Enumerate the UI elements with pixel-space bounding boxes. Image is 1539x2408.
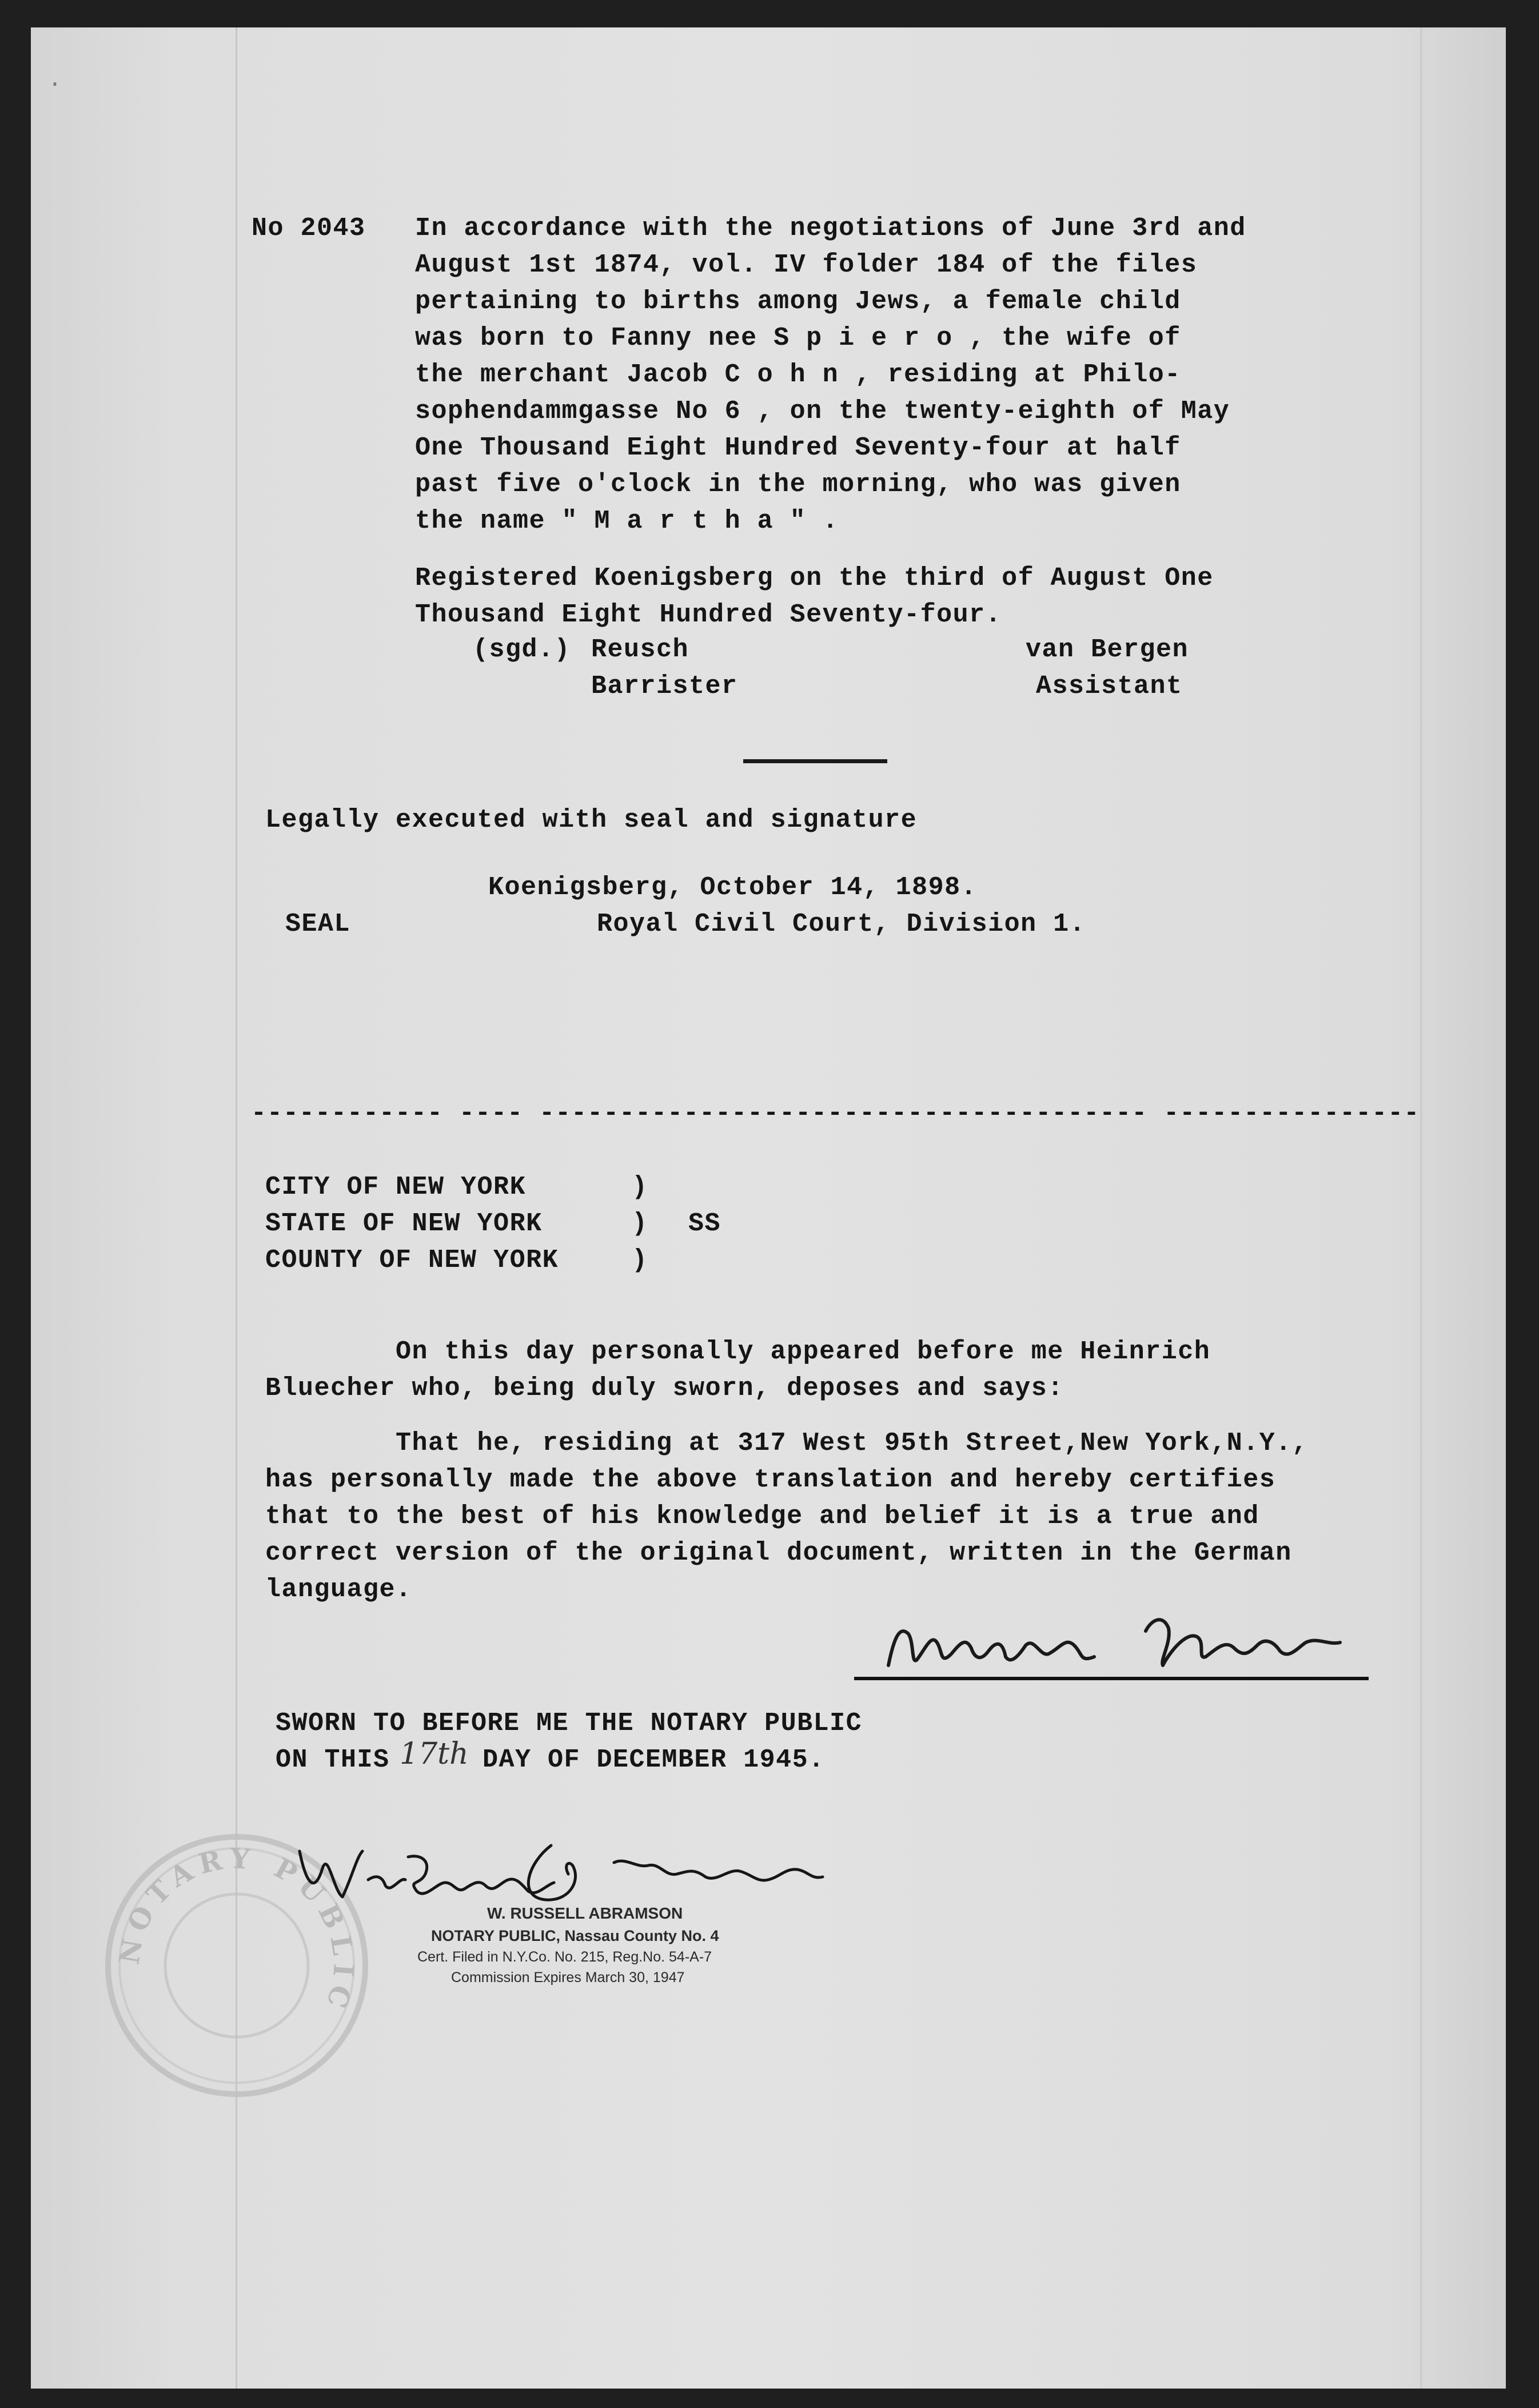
corner-mark: . — [48, 67, 65, 93]
signatory-right-name: van Bergen — [1026, 635, 1189, 664]
seal-label: SEAL — [285, 910, 351, 939]
registered-line: Registered Koenigsberg on the third of August One — [415, 564, 1214, 593]
seal-ring-text: NOTARY PUBLIC — [113, 1842, 360, 2019]
affidavit-line: Bluecher who, being duly sworn, deposes and says: — [265, 1374, 1064, 1403]
affidavit-line: has personally made the above translation and hereby certifies — [265, 1465, 1276, 1494]
venue-state: STATE OF NEW YORK — [265, 1209, 543, 1238]
affiant-signature — [877, 1602, 1369, 1683]
affidavit-line: On this day personally appeared before me Heinrich — [265, 1337, 1211, 1366]
signatory-right-title: Assistant — [1036, 672, 1183, 701]
venue-city: CITY OF NEW YORK — [265, 1173, 527, 1202]
record-line: past five o'clock in the morning, who was given — [415, 470, 1181, 499]
venue-county: COUNTY OF NEW YORK — [265, 1246, 559, 1275]
jurat-line-1: SWORN TO BEFORE ME THE NOTARY PUBLIC — [276, 1709, 863, 1738]
record-line: the name " M a r t h a " . — [415, 507, 839, 536]
sgd-prefix: (sgd.) — [473, 635, 571, 664]
jurat-line-2-prefix: ON THIS — [276, 1745, 390, 1775]
record-line: August 1st 1874, vol. IV folder 184 of the files — [415, 250, 1198, 280]
record-line: One Thousand Eight Hundred Seventy-four at half — [415, 433, 1181, 463]
signature-underline — [854, 1677, 1369, 1680]
affidavit-line: correct version of the original document, written in the German — [265, 1538, 1292, 1568]
notary-stamp-title: NOTARY PUBLIC, Nassau County No. 4 — [431, 1927, 719, 1944]
affidavit-line: language. — [265, 1575, 412, 1604]
record-line: In accordance with the negotiations of June 3rd and — [415, 214, 1246, 243]
court-name: Royal Civil Court, Division 1. — [597, 910, 1086, 939]
record-line: sophendammgasse No 6 , on the twenty-eighth of May — [415, 397, 1230, 426]
section-rule — [743, 759, 887, 763]
signatory-left-name: Reusch — [591, 635, 689, 664]
notary-stamp-name: W. RUSSELL ABRAMSON — [487, 1904, 683, 1922]
notary-stamp-expires: Commission Expires March 30, 1947 — [451, 1970, 685, 1986]
record-line: the merchant Jacob C o h n , residing at Philo- — [415, 360, 1181, 389]
jurat-line-2-suffix: DAY OF DECEMBER 1945. — [483, 1745, 825, 1775]
dashed-separator: ------------ ---- -------------------------------------- ---------------- — [251, 1102, 1420, 1125]
document-page — [31, 27, 1506, 2389]
affidavit-line: that to the best of his knowledge and belief it is a true and — [265, 1502, 1259, 1531]
signatory-left-title: Barrister — [591, 672, 738, 701]
execution-place-date: Koenigsberg, October 14, 1898. — [488, 873, 978, 902]
record-number: No 2043 — [252, 214, 366, 243]
jurat-day-handwritten: 17th — [400, 1737, 469, 1771]
venue-bracket: ) — [632, 1209, 648, 1238]
notary-stamp-cert: Cert. Filed in N.Y.Co. No. 215, Reg.No. 54-A-7 — [417, 1949, 712, 1965]
execution-statement: Legally executed with seal and signature — [265, 806, 918, 835]
record-line: was born to Fanny nee S p i e r o , the wife of — [415, 324, 1181, 353]
record-line: pertaining to births among Jews, a female child — [415, 287, 1181, 316]
venue-bracket: ) — [632, 1246, 648, 1275]
venue-bracket: ) — [632, 1173, 648, 1202]
registered-line: Thousand Eight Hundred Seventy-four. — [415, 600, 1002, 629]
notary-signature — [282, 1828, 968, 1914]
bleed-through-edge — [1420, 27, 1422, 2389]
affidavit-line: That he, residing at 317 West 95th Street,New York,N.Y., — [265, 1429, 1309, 1458]
venue-ss: SS — [688, 1209, 721, 1238]
